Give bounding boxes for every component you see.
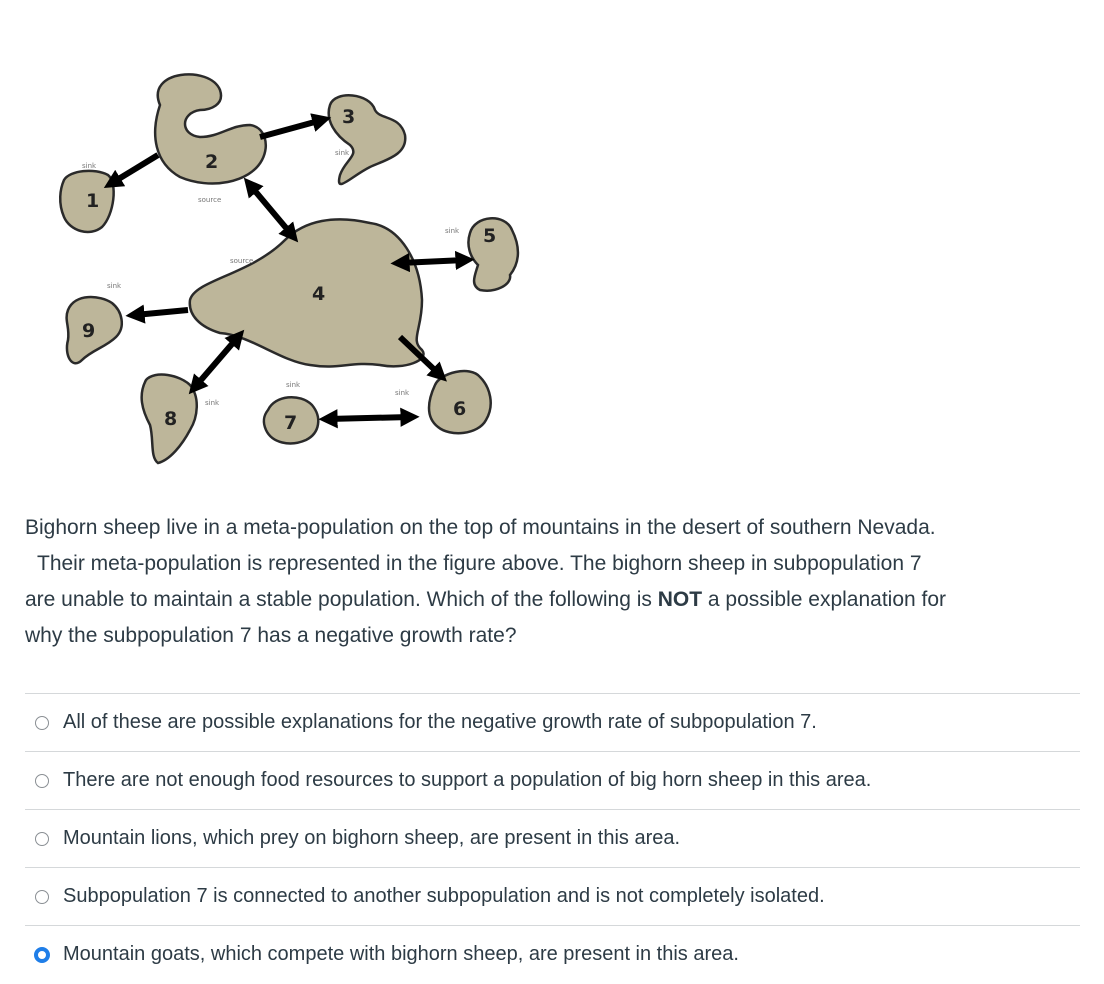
metapopulation-figure <box>50 65 530 485</box>
answer-option-3[interactable] <box>25 809 1080 867</box>
radio-button[interactable] <box>35 890 49 904</box>
tiny-label-9: sink <box>107 282 122 290</box>
arrow-4-5 <box>400 260 465 263</box>
metapopulation-diagram <box>50 65 530 485</box>
answer-text: Subpopulation 7 is connected to another subpopulation and is not completely isolated. <box>63 885 825 907</box>
patch-label-3: 3 <box>342 106 356 128</box>
arrow-4-to-9 <box>135 310 188 315</box>
tiny-label-8: sink <box>205 399 220 407</box>
patch-label-4: 4 <box>312 283 326 305</box>
answer-option-2[interactable] <box>25 751 1080 809</box>
tiny-label-7: sink <box>286 381 301 389</box>
answer-option-4[interactable] <box>25 867 1080 925</box>
patch-label-8: 8 <box>164 408 178 430</box>
question-text <box>25 510 1085 654</box>
question-line-3-end: a possible explanation for <box>702 588 947 611</box>
arrow-2-to-3 <box>260 120 322 137</box>
answer-text: Mountain goats, which compete with bighorn sheep, are present in this area. <box>63 943 739 965</box>
patch-4 <box>190 219 424 366</box>
tiny-label-3: sink <box>335 149 350 157</box>
answer-list <box>25 693 1080 983</box>
question-emphasis: NOT <box>657 588 703 611</box>
tiny-label-1: sink <box>82 162 97 170</box>
answer-text: There are not enough food resources to support a population of big horn sheep in this area. <box>63 769 872 791</box>
tiny-label-2: source <box>198 196 222 204</box>
patch-label-5: 5 <box>483 225 497 247</box>
question-line-3 <box>25 582 1085 618</box>
arrow-2-4 <box>250 185 292 235</box>
answer-text: All of these are possible explanations for the negative growth rate of subpopulation 7. <box>63 711 817 733</box>
tiny-label-4: source <box>230 257 254 265</box>
tiny-label-6: sink <box>395 389 410 397</box>
arrow-2-to-1 <box>112 155 158 183</box>
arrow-7-6 <box>328 417 410 419</box>
tiny-label-5: sink <box>445 227 460 235</box>
patch-label-1: 1 <box>86 190 100 212</box>
radio-button[interactable] <box>35 774 49 788</box>
patch-label-2: 2 <box>205 151 219 173</box>
answer-text: Mountain lions, which prey on bighorn sheep, are present in this area. <box>63 827 681 849</box>
arrow-4-8 <box>195 337 238 387</box>
question-line-4: why the subpopulation 7 has a negative growth rate? <box>25 624 517 647</box>
question-line-1: Bighorn sheep live in a meta-population on the top of mountains in the desert of southern Nevada. <box>25 516 936 539</box>
question-line-3-start: are unable to maintain a stable population. Which of the following is <box>25 588 658 611</box>
patch-label-7: 7 <box>284 412 298 434</box>
answer-option-5[interactable] <box>25 925 1080 983</box>
question-line-2: Their meta-population is represented in the figure above. The bighorn sheep in subpopulation 7 <box>37 552 922 575</box>
patch-label-9: 9 <box>82 320 96 342</box>
answer-option-1[interactable] <box>25 693 1080 751</box>
radio-button[interactable] <box>35 716 49 730</box>
patch-label-6: 6 <box>453 398 467 420</box>
radio-button-selected[interactable] <box>34 947 50 963</box>
radio-button[interactable] <box>35 832 49 846</box>
patch-3 <box>329 95 406 184</box>
